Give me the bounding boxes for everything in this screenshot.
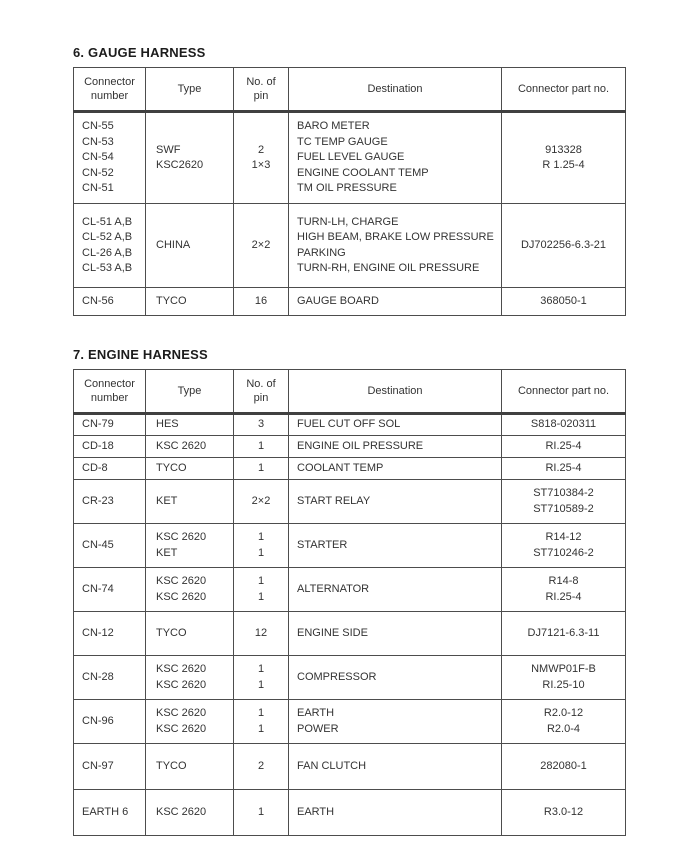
table-cell	[234, 458, 289, 480]
table-cell	[234, 744, 289, 790]
cell-line: KSC 2620	[156, 575, 207, 587]
table-cell	[146, 480, 234, 524]
cell-line: ST710589-2	[533, 502, 594, 515]
table-cell	[146, 436, 234, 458]
table-cell	[146, 568, 234, 612]
table-row	[74, 612, 626, 656]
table-row	[74, 204, 626, 288]
cell-line: CN-55	[82, 120, 114, 133]
cell-line: KSC 2620	[156, 590, 207, 603]
cell-line: FUEL LEVEL GAUGE	[297, 151, 405, 164]
cell-line: 282080-1	[540, 759, 587, 772]
table-cell	[502, 568, 626, 612]
gauge-harness-table	[73, 67, 626, 316]
table-cell	[234, 436, 289, 458]
table-cell	[234, 204, 289, 288]
table-cell	[74, 612, 146, 656]
cell-line: R14-12	[545, 531, 582, 543]
column-header-destination: Destination	[289, 68, 502, 112]
table-cell	[289, 612, 502, 656]
cell-line: POWER	[297, 722, 339, 735]
table-cell	[74, 436, 146, 458]
cell-line: CN-54	[82, 151, 114, 164]
cell-line: CN-97	[82, 759, 114, 772]
column-header-destination: Destination	[289, 370, 502, 414]
cell-line: CN-45	[82, 538, 114, 551]
cell-line: FAN CLUTCH	[297, 759, 367, 772]
table-cell	[74, 568, 146, 612]
table-cell	[289, 112, 502, 204]
table-cell	[289, 480, 502, 524]
table-cell	[234, 288, 289, 316]
cell-line: ENGINE OIL PRESSURE	[297, 439, 424, 452]
column-header-connector-part-no: Connector part no.	[502, 370, 626, 414]
table-cell	[502, 458, 626, 480]
table-cell	[146, 524, 234, 568]
table-cell	[74, 112, 146, 204]
table-cell	[289, 458, 502, 480]
cell-line: ALTERNATOR	[297, 582, 370, 595]
table-cell	[234, 568, 289, 612]
table-row	[74, 524, 626, 568]
table-cell	[146, 744, 234, 790]
cell-line: 1	[257, 546, 265, 559]
cell-line: RI.25-4	[545, 590, 582, 603]
cell-line: START RELAY	[297, 494, 371, 507]
cell-line: CN-52	[82, 166, 114, 179]
cell-line: CD-8	[82, 461, 108, 474]
table-cell	[234, 656, 289, 700]
table-cell	[74, 700, 146, 744]
table-cell	[234, 112, 289, 204]
cell-line: CN-51	[82, 182, 114, 195]
engine-harness-table	[73, 369, 626, 836]
column-header-no-of-pin: No. of pin	[234, 68, 289, 112]
table-cell	[146, 458, 234, 480]
table-cell	[74, 790, 146, 836]
cell-line: TYCO	[156, 294, 187, 307]
column-header-connector-number: Connector number	[74, 68, 146, 112]
cell-line: KET	[156, 546, 178, 559]
cell-line: HES	[156, 418, 179, 431]
cell-line: NMWP01F-B	[531, 663, 596, 675]
cell-line: R3.0-12	[543, 805, 584, 818]
table-cell	[289, 436, 502, 458]
cell-line: R2.0-4	[546, 722, 581, 735]
gauge-table-body	[74, 112, 626, 316]
cell-line: HIGH BEAM, BRAKE LOW PRESSURE	[297, 231, 494, 243]
table-cell	[234, 480, 289, 524]
cell-line: CN-12	[82, 626, 114, 639]
cell-line: TM OIL PRESSURE	[297, 182, 397, 195]
cell-line: KSC 2620	[156, 439, 207, 452]
table-cell	[146, 204, 234, 288]
cell-line: CL-51 A,B	[82, 215, 133, 228]
cell-line: CN-28	[82, 670, 114, 683]
table-cell	[74, 744, 146, 790]
cell-line: TYCO	[156, 461, 187, 474]
cell-line: COMPRESSOR	[297, 670, 377, 683]
cell-line: KSC 2620	[156, 722, 207, 735]
cell-line: CL-53 A,B	[82, 262, 133, 274]
cell-line: DJ7121-6.3-11	[527, 626, 600, 639]
cell-line: ST710246-2	[533, 546, 594, 559]
cell-line: COOLANT TEMP	[297, 461, 384, 474]
cell-line: KSC 2620	[156, 805, 207, 818]
cell-line: RI.25-4	[545, 461, 582, 474]
cell-line: 1	[257, 575, 265, 587]
section-gauge-harness	[73, 45, 626, 316]
column-header-connector-number: Connector number	[74, 370, 146, 414]
table-cell	[502, 414, 626, 436]
table-cell	[146, 112, 234, 204]
cell-line: ENGINE SIDE	[297, 626, 368, 639]
cell-line: R14-8	[548, 575, 579, 587]
column-header-connector-part-no: Connector part no.	[502, 68, 626, 112]
cell-line: 3	[257, 418, 265, 431]
table-cell	[74, 656, 146, 700]
cell-line: TYCO	[156, 626, 187, 639]
cell-line: 1	[257, 663, 265, 675]
cell-line: SWF	[156, 143, 181, 156]
cell-line: DJ702256-6.3-21	[520, 238, 606, 251]
cell-line: S818-020311	[530, 418, 597, 431]
cell-line: 1	[257, 531, 265, 543]
cell-line: BARO METER	[297, 120, 370, 133]
table-cell	[74, 288, 146, 316]
table-row	[74, 568, 626, 612]
table-cell	[146, 790, 234, 836]
cell-line: 2×2	[251, 238, 271, 251]
table-cell	[502, 744, 626, 790]
table-cell	[74, 524, 146, 568]
table-cell	[289, 744, 502, 790]
cell-line: STARTER	[297, 538, 348, 551]
table-cell	[502, 700, 626, 744]
section-title-engine-harness: 7. ENGINE HARNESS	[73, 347, 208, 362]
table-cell	[74, 480, 146, 524]
section-engine-harness	[73, 347, 626, 836]
cell-line: EARTH 6	[82, 805, 129, 818]
cell-line: RI.25-10	[542, 678, 585, 691]
cell-line: ST710384-2	[533, 487, 594, 499]
table-cell	[289, 656, 502, 700]
table-cell	[289, 524, 502, 568]
cell-line: 1	[257, 461, 265, 474]
cell-line: KSC 2620	[156, 531, 207, 543]
cell-line: R 1.25-4	[542, 159, 585, 171]
table-row	[74, 744, 626, 790]
table-cell	[74, 414, 146, 436]
cell-line: KSC2620	[156, 159, 204, 171]
table-cell	[234, 612, 289, 656]
cell-line: KSC 2620	[156, 707, 207, 719]
cell-line: 1	[257, 722, 265, 735]
cell-line: EARTH	[297, 707, 335, 719]
cell-line: 1×3	[251, 159, 271, 171]
cell-line: TYCO	[156, 759, 187, 772]
table-row	[74, 414, 626, 436]
header-row	[74, 370, 626, 414]
cell-line: 1	[257, 590, 265, 603]
table-cell	[502, 656, 626, 700]
table-row	[74, 790, 626, 836]
cell-line: RI.25-4	[545, 439, 582, 452]
cell-line: 1	[257, 439, 265, 452]
cell-line: 1	[257, 707, 265, 719]
column-header-type: Type	[146, 68, 234, 112]
table-row	[74, 458, 626, 480]
cell-line: CR-23	[82, 494, 114, 507]
table-cell	[502, 524, 626, 568]
cell-line: R2.0-12	[543, 707, 584, 719]
header-row	[74, 68, 626, 112]
table-cell	[289, 568, 502, 612]
table-cell	[146, 288, 234, 316]
table-cell	[146, 656, 234, 700]
cell-line: CL-26 A,B	[82, 246, 133, 259]
cell-line: CL-52 A,B	[82, 231, 133, 243]
table-row	[74, 436, 626, 458]
cell-line: FUEL CUT OFF SOL	[297, 418, 401, 431]
cell-line: CHINA	[156, 238, 191, 251]
table-cell	[146, 612, 234, 656]
table-row	[74, 656, 626, 700]
cell-line: CN-79	[82, 418, 114, 431]
cell-line: CN-56	[82, 294, 114, 307]
cell-line: 1	[257, 678, 265, 691]
cell-line: TURN-LH, CHARGE	[297, 215, 399, 228]
cell-line: TC TEMP GAUGE	[297, 135, 388, 148]
table-row	[74, 112, 626, 204]
table-cell	[234, 524, 289, 568]
table-cell	[289, 204, 502, 288]
table-cell	[146, 700, 234, 744]
column-header-no-of-pin: No. of pin	[234, 370, 289, 414]
cell-line: 2	[257, 759, 265, 772]
cell-line: KSC 2620	[156, 678, 207, 691]
table-cell	[146, 414, 234, 436]
table-cell	[289, 288, 502, 316]
cell-line: GAUGE BOARD	[297, 294, 379, 307]
table-row	[74, 480, 626, 524]
table-cell	[289, 414, 502, 436]
cell-line: 2	[257, 143, 265, 156]
cell-line: CN-53	[82, 135, 114, 148]
cell-line: KET	[156, 494, 178, 507]
cell-line: KSC 2620	[156, 663, 207, 675]
cell-line: 12	[254, 626, 268, 639]
table-cell	[289, 700, 502, 744]
cell-line: 16	[254, 294, 268, 307]
table-cell	[234, 414, 289, 436]
table-cell	[502, 436, 626, 458]
cell-line: CN-96	[82, 714, 114, 727]
cell-line: ENGINE COOLANT TEMP	[297, 166, 429, 179]
cell-line: 368050-1	[540, 294, 587, 307]
table-cell	[502, 790, 626, 836]
engine-table-header	[74, 370, 626, 414]
table-cell	[289, 790, 502, 836]
table-cell	[502, 612, 626, 656]
section-title-gauge-harness: 6. GAUGE HARNESS	[73, 45, 206, 60]
table-cell	[502, 112, 626, 204]
table-cell	[74, 458, 146, 480]
table-cell	[502, 480, 626, 524]
table-cell	[502, 204, 626, 288]
cell-line: EARTH	[297, 805, 335, 818]
cell-line: CN-74	[82, 582, 114, 595]
gauge-table-header	[74, 68, 626, 112]
cell-line: TURN-RH, ENGINE OIL PRESSURE	[297, 262, 480, 274]
cell-line: 1	[257, 805, 265, 818]
cell-line: 913328	[545, 143, 582, 156]
table-cell	[234, 790, 289, 836]
cell-line: PARKING	[297, 246, 346, 259]
table-cell	[502, 288, 626, 316]
table-row	[74, 288, 626, 316]
cell-line: 2×2	[251, 494, 271, 507]
table-row	[74, 700, 626, 744]
table-cell	[234, 700, 289, 744]
cell-line: CD-18	[82, 439, 114, 452]
column-header-type: Type	[146, 370, 234, 414]
engine-table-body	[74, 414, 626, 836]
table-cell	[74, 204, 146, 288]
